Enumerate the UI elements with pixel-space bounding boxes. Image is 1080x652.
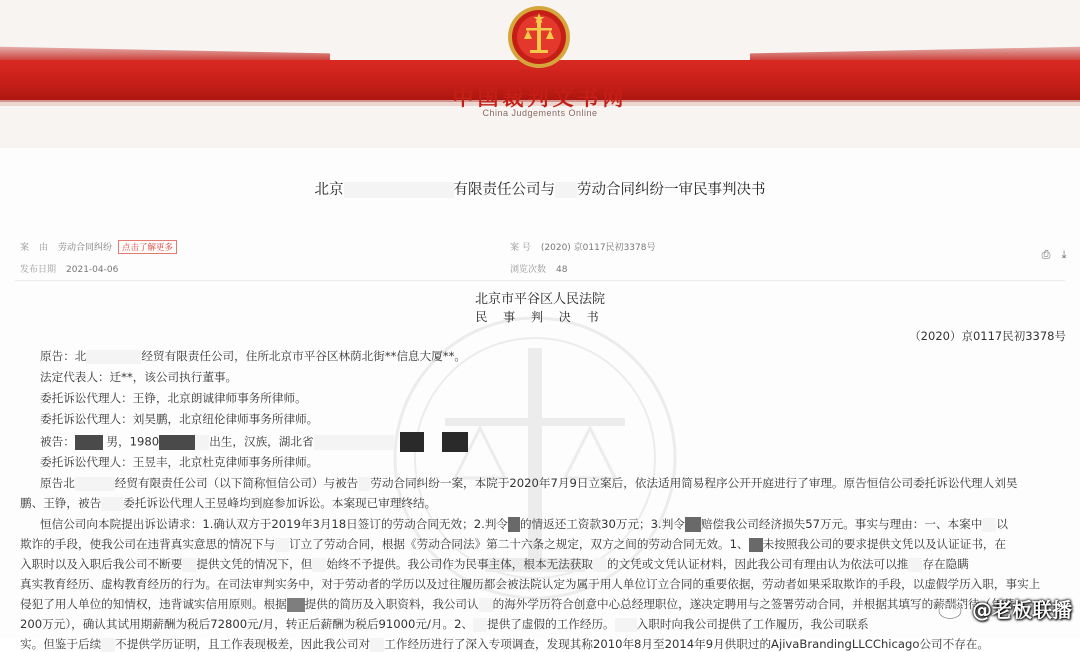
redaction [314, 435, 394, 450]
paragraph-line: 鹏、王铮，被告 委托诉讼代理人王昱峰均到庭参加诉讼。本案现已审理终结。 [20, 496, 437, 510]
paragraph-line: 200万元），确认其试用期薪酬为税后72800元/月，转正后薪酬为税后91000元/月。2、 提供了虚假的工作经历。 入职时向我公司提供了工作履历，我公司联系 [20, 617, 869, 631]
redaction [442, 432, 468, 452]
case-number-meta: 案 号 (2020) 京0117民初3378号 [510, 243, 656, 253]
redaction [358, 477, 370, 491]
redaction [75, 435, 103, 450]
defendant-line: 被告： 男，1980 出生，汉族，湖北省 [40, 432, 468, 452]
weibo-icon [938, 598, 966, 620]
views-meta: 浏览次数 48 [510, 265, 568, 275]
paragraph-line: 侵犯了用人单位的知情权，违背诚实信用原则。根据 提供的简历及入职资料，我公司认 的海外学历符合创意中心总经理职位，遂决定聘用与之签署劳动合同，并根据其填写的薪酬期待（年薪 [20, 597, 1015, 611]
redaction [593, 558, 607, 572]
document-type: 民 事 判 决 书 [475, 310, 605, 324]
legal-rep-line: 法定代表人：迁**，该公司执行董事。 [40, 370, 238, 384]
redaction [101, 638, 115, 652]
redaction [344, 182, 454, 198]
paragraph-line: 原告北 经贸有限责任公司（以下简称恒信公司）与被告 劳动合同纠纷一案，本院于2020年7月9日立案后，依法适用简易程序公开开庭进行了审理。原告恒信公司委托诉讼代理人刘昊 [40, 476, 1018, 490]
redaction [195, 435, 209, 450]
paragraph-line: 恒信公司向本院提出诉讼请求：1.确认双方于2019年3月18日签订的劳动合同无效；2.判令 的情返还工资款30万元；3.判令 赔偿我公司经济损失57万元。事实与理由：一、本案中 以 [40, 517, 1008, 531]
cause-meta: 案 由 劳动合同纠纷 点击了解更多 [20, 240, 177, 254]
redaction [86, 350, 141, 364]
agent-line-3: 委托诉讼代理人：王昱丰，北京杜克律师事务所律师。 [40, 455, 319, 469]
court-name: 北京市平谷区人民法院 [474, 292, 605, 307]
print-icon[interactable]: ⎙ [1041, 248, 1051, 261]
divider [15, 280, 1065, 281]
redaction [508, 517, 520, 532]
redaction [370, 638, 384, 652]
redaction [400, 432, 424, 452]
paragraph-line: 欺诈的手段，使我公司在违背真实意思的情况下与 订立了劳动合同，根据《劳动合同法》第二十六条之规定，双方之间的劳动合同无效。1、 未按照我公司的要求提供文凭以及认证证书，在 [20, 537, 1007, 551]
publish-date-meta: 发布日期 2021-04-06 [20, 265, 119, 275]
case-number: （2020）京0117民初3378号 [909, 329, 1066, 343]
redaction [479, 598, 493, 612]
ribbon-right-fold [750, 38, 1080, 60]
redaction [982, 518, 996, 532]
site-banner [0, 0, 1080, 160]
redaction [615, 618, 637, 632]
ribbon-left-fold [0, 38, 330, 60]
site-title: 中国裁判文书网 [452, 85, 628, 110]
learn-more-link[interactable]: 点击了解更多 [118, 240, 177, 254]
paragraph-line: 实。但鉴于后续 不提供学历证明，且工作表现极差，因此我公司对 工作经历进行了深入专项调查，发现其称2010年8月至2014年9月供职过的AjivaBrandingLLCChicago公司不存在。 [20, 637, 990, 651]
redaction [555, 182, 577, 198]
redaction [159, 435, 195, 450]
paragraph-line: 入职时以及入职后我公司不断要 提供文凭的情况下，但 始终不予提供。我公司作为民事主体，根本无法获取 的文凭或文凭认证材料，因此我公司有理由认为依法可以推 存在隐瞒 [20, 557, 969, 571]
redaction [182, 558, 196, 572]
redaction [749, 538, 763, 552]
redaction [287, 598, 305, 612]
agent-line-2: 委托诉讼代理人：刘昊鹏，北京纽伦律师事务所律师。 [40, 412, 319, 426]
court-emblem-icon [506, 4, 572, 70]
paragraph-line: 真实教育经历、虚构教育经历的行为。在司法审判实务中，对于劳动者的学历以及过往履历都会被法院认定为属于用人单位订立合同的重要依据，劳动者如果采取欺诈的手段，以虚假学历入职，事实上 [20, 577, 1041, 591]
redaction [75, 477, 115, 491]
agent-line-1: 委托诉讼代理人：王铮，北京朗诚律师事务所律师。 [40, 391, 307, 405]
download-icon[interactable]: ⤓ [1061, 248, 1067, 261]
judgement-document [0, 148, 1080, 651]
redaction [275, 538, 289, 552]
document-title: 北京 有限责任公司与 劳动合同纠纷一审民事判决书 [314, 182, 766, 198]
redaction [908, 558, 922, 572]
weibo-watermark: @老板联播 [938, 594, 1072, 623]
redaction [101, 497, 123, 511]
redaction [685, 517, 701, 532]
site-subtitle: China Judgements Online [482, 108, 598, 118]
redaction [473, 618, 487, 632]
plaintiff-line: 原告：北 经贸有限责任公司，住所北京市平谷区林荫北街**信息大厦**。 [40, 349, 467, 363]
redaction [312, 558, 326, 572]
